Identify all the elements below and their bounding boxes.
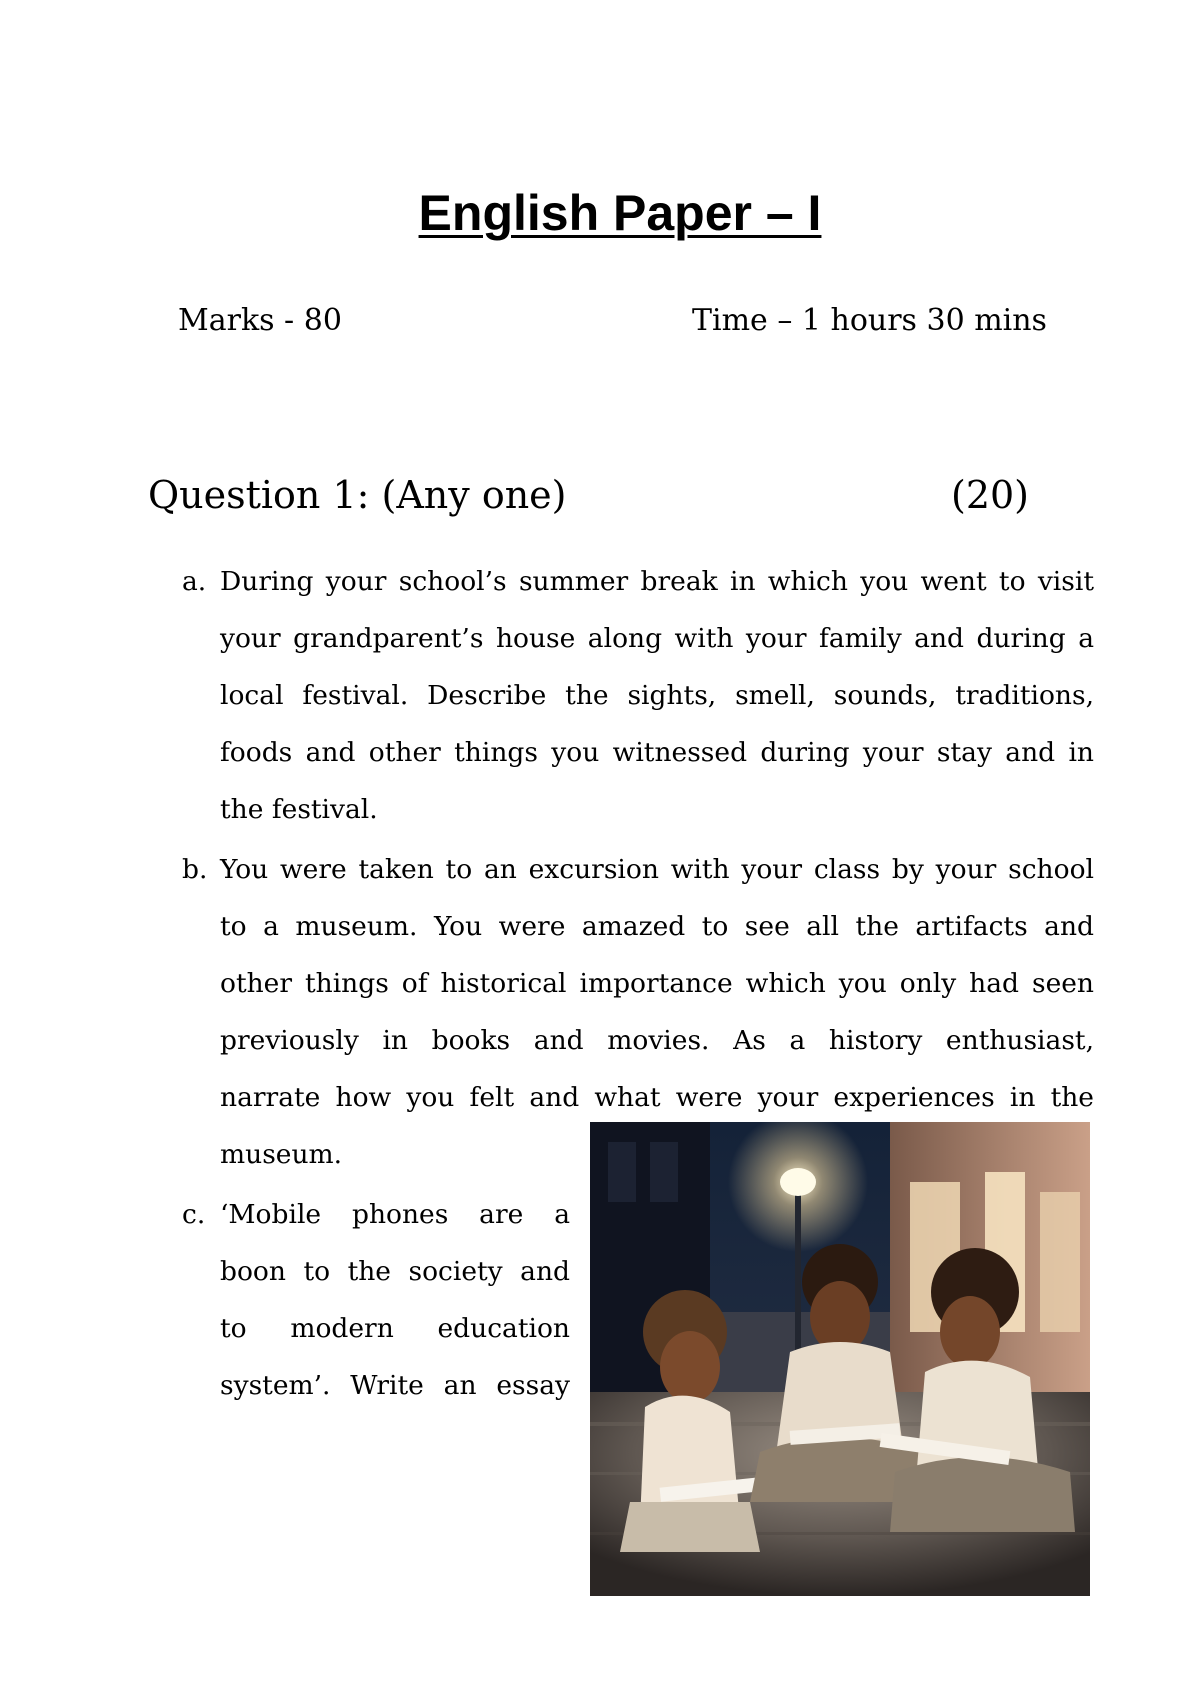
item-line: museum. bbox=[220, 1139, 343, 1170]
item-line: narrate how you felt and what were your experiences in the bbox=[220, 1082, 1094, 1113]
paper-title: English Paper – I bbox=[418, 185, 822, 241]
item-line: previously in books and movies. As a history enthusiast, bbox=[220, 1025, 1094, 1056]
question-1-marks: (20) bbox=[951, 473, 1030, 517]
question-1-title: Question 1: (Any one) bbox=[148, 473, 567, 517]
item-line: system’. Write an essay bbox=[220, 1370, 570, 1401]
item-line: foods and other things you witnessed during your stay and in bbox=[220, 737, 1094, 768]
item-line: boon to the society and bbox=[220, 1256, 570, 1287]
item-line: to a museum. You were amazed to see all the artifacts and bbox=[220, 911, 1094, 942]
item-line: You were taken to an excursion with your class by your school bbox=[220, 854, 1094, 885]
item-line: your grandparent’s house along with your family and during a bbox=[220, 623, 1094, 654]
item-line: other things of historical importance which you only had seen bbox=[220, 968, 1094, 999]
item-text bbox=[220, 1186, 570, 1414]
children-reading-photo bbox=[590, 1122, 1090, 1596]
item-letter: a. bbox=[182, 566, 207, 597]
item-line: to modern education bbox=[220, 1313, 570, 1344]
item-letter: b. bbox=[182, 854, 208, 885]
item-line: ‘Mobile phones are a bbox=[220, 1199, 570, 1230]
time-allowed: Time – 1 hours 30 mins bbox=[692, 303, 1047, 338]
item-line: the festival. bbox=[220, 794, 378, 825]
photo-illustration bbox=[590, 1122, 1090, 1596]
item-text bbox=[220, 553, 1094, 838]
item-line: During your school’s summer break in which you went to visit bbox=[220, 566, 1094, 597]
item-letter: c. bbox=[182, 1199, 206, 1230]
item-line: local festival. Describe the sights, smell, sounds, traditions, bbox=[220, 680, 1094, 711]
total-marks: Marks - 80 bbox=[178, 303, 342, 338]
